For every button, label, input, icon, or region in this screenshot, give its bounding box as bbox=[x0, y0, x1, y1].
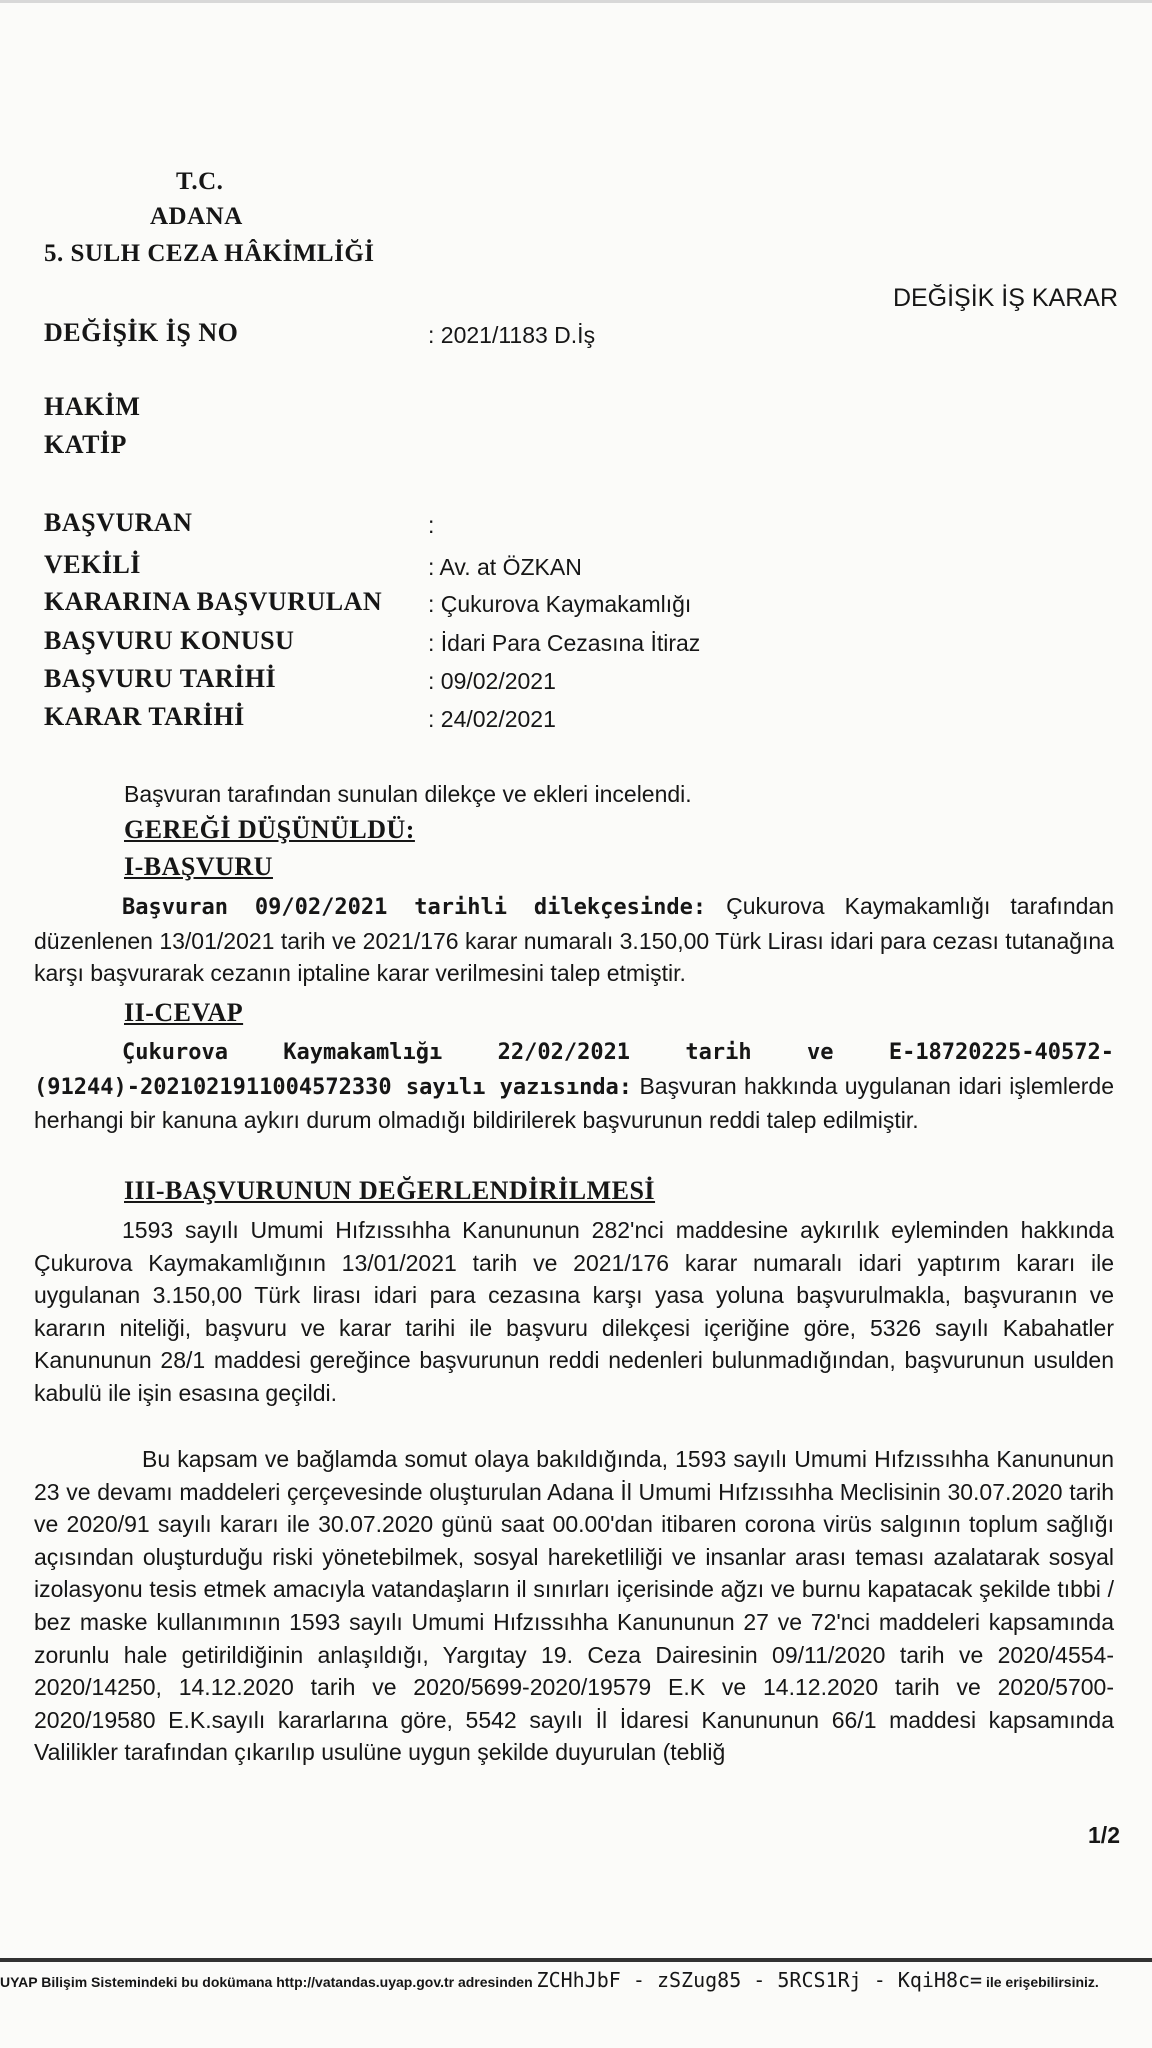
footer-rule bbox=[0, 1958, 1152, 1962]
section-2-text: Başvuran hakkında uygulanan idari işlemlerde herhangi bir kanuna aykırı durum olmadığı bildirilerek başvurunun reddi talep edilmiştir. bbox=[34, 1072, 1115, 1134]
case-no-value: : 2021/1183 D.İş bbox=[428, 322, 596, 348]
decision-date-value: : 24/02/2021 bbox=[428, 706, 556, 732]
court-name: 5. SULH CEZA HÂKİMLİĞİ bbox=[44, 240, 375, 267]
top-rule bbox=[0, 0, 1152, 3]
verification-code: ZCHhJbF - zSZug85 - 5RCS1Rj - KqiH8c= bbox=[536, 1968, 983, 1992]
intro-text: Başvuran tarafından sunulan dilekçe ve ekleri incelendi. bbox=[124, 781, 692, 807]
case-no-label: DEĞİŞİK İŞ NO bbox=[44, 318, 239, 347]
attorney-value: : Av. at ÖZKAN bbox=[428, 554, 582, 580]
page-number: 1/2 bbox=[1088, 1822, 1120, 1848]
section-1-text: Çukurova Kaymakamlığı tarafından düzenlenen 13/01/2021 tarih ve 2021/176 karar numaralı 3.150,00 Türk Lirası idari para cezası tutanağına karşı başvurarak cezanın iptaline karar verilmesini talep etmiştir. bbox=[34, 893, 1115, 987]
section-1-body bbox=[34, 890, 1114, 990]
section-2-title: II-CEVAP bbox=[124, 998, 244, 1027]
decision-date-label: KARAR TARİHİ bbox=[44, 702, 245, 731]
attorney-label: VEKİLİ bbox=[44, 550, 141, 579]
subject-label: BAŞVURU KONUSU bbox=[44, 626, 295, 655]
clerk-label: KATİP bbox=[44, 430, 127, 459]
section-2-lead: Çukurova Kaymakamlığı 22/02/2021 tarih ve E-18720225-40572-(91244)-2021021911004572330 sayılı yazısında: bbox=[34, 1040, 1114, 1100]
application-date-value: : 09/02/2021 bbox=[428, 668, 556, 694]
section-1-title: I-BAŞVURU bbox=[124, 852, 273, 881]
city-heading: ADANA bbox=[150, 203, 243, 230]
applicant-value: : bbox=[428, 512, 435, 538]
section-1-lead: Başvuran 09/02/2021 tarihli dilekçesinde: bbox=[122, 895, 707, 920]
application-date-label: BAŞVURU TARİHİ bbox=[44, 664, 277, 693]
footer-text: UYAP Bilişim Sistemindeki bu dokümana http://vatandas.uyap.gov.tr adresinden bbox=[0, 1974, 533, 1990]
document-type: DEĞİŞİK İŞ KARAR bbox=[892, 284, 1118, 312]
respondent-label: KARARINA BAŞVURULAN bbox=[44, 587, 383, 616]
main-heading: GEREĞİ DÜŞÜNÜLDÜ: bbox=[124, 815, 415, 844]
judge-label: HAKİM bbox=[44, 392, 141, 421]
section-3-title: III-BAŞVURUNUN DEĞERLENDİRİLMESİ bbox=[124, 1176, 656, 1205]
subject-value: : İdari Para Cezasına İtiraz bbox=[428, 630, 701, 656]
respondent-value: : Çukurova Kaymakamlığı bbox=[428, 591, 692, 617]
section-3-paragraph-2: Bu kapsam ve bağlamda somut olaya bakıldığında, 1593 sayılı Umumi Hıfzıssıhha Kanununun 23 ve devamı maddeleri çerçevesinde oluşturulan Adana İl Umumi Hıfzıssıhha Meclisinin 30.07.2020 tarih ve 2020/91 sayılı kararı ile 30.07.2020 günü saat 00.00'dan itibaren corona virüs salgının toplum sağlığı açısından oluşturduğu riski yönetebilmek, sosyal hareketliliği ve insanlar arası teması azalatarak sosyal izolasyonu tesis etmek amacıyla vatandaşların il sınırları içerisinde ağzı ve burnu kapatacak şekilde tıbbi / bez maske kullanımının 1593 sayılı Umumi Hıfzıssıhha Kanununun 27 ve 72'nci maddeleri kapsamında zorunlu hale getirildiğinin anlaşıldığı, Yargıtay 19. Ceza Dairesinin 09/11/2020 tarih ve 2020/4554-2020/14250, 14.12.2020 tarih ve 2020/5699-2020/19579 E.K ve 14.12.2020 tarih ve 2020/5700-2020/19580 E.K.sayılı kararlarına göre, 5542 sayılı İl İdaresi Kanununun 66/1 maddesi kapsamında Valilikler tarafından çıkarılıp usulüne uygun şekilde duyurulan (tebliğ bbox=[34, 1446, 1114, 1766]
footer-suffix: ile erişebilirsiniz. bbox=[985, 1974, 1099, 1990]
country-heading: T.C. bbox=[176, 168, 224, 195]
applicant-label: BAŞVURAN bbox=[44, 508, 193, 537]
section-3-paragraph-1: 1593 sayılı Umumi Hıfzıssıhha Kanununun 282'nci maddesine aykırılık eyleminden hakkında Çukurova Kaymakamlığının 13/01/2021 tarih ve 2021/176 karar numaralı idari yaptırım kararı ile uygulanan 3.150,00 Türk lirası idari para cezasına karşı yasa yoluna başvurulmakla, başvuranın ve kararın niteliği, başvuru ve karar tarihi ile başvuru dilekçesi içeriğine göre, 5326 sayılı Kabahatler Kanununun 28/1 maddesi gereğince başvurunun reddi nedenleri bulunmadığından, başvurunun usulden kabulü ile işin esasına geçildi. bbox=[34, 1217, 1114, 1406]
verification-footer bbox=[0, 1968, 1099, 1992]
section-2-body bbox=[34, 1035, 1114, 1137]
